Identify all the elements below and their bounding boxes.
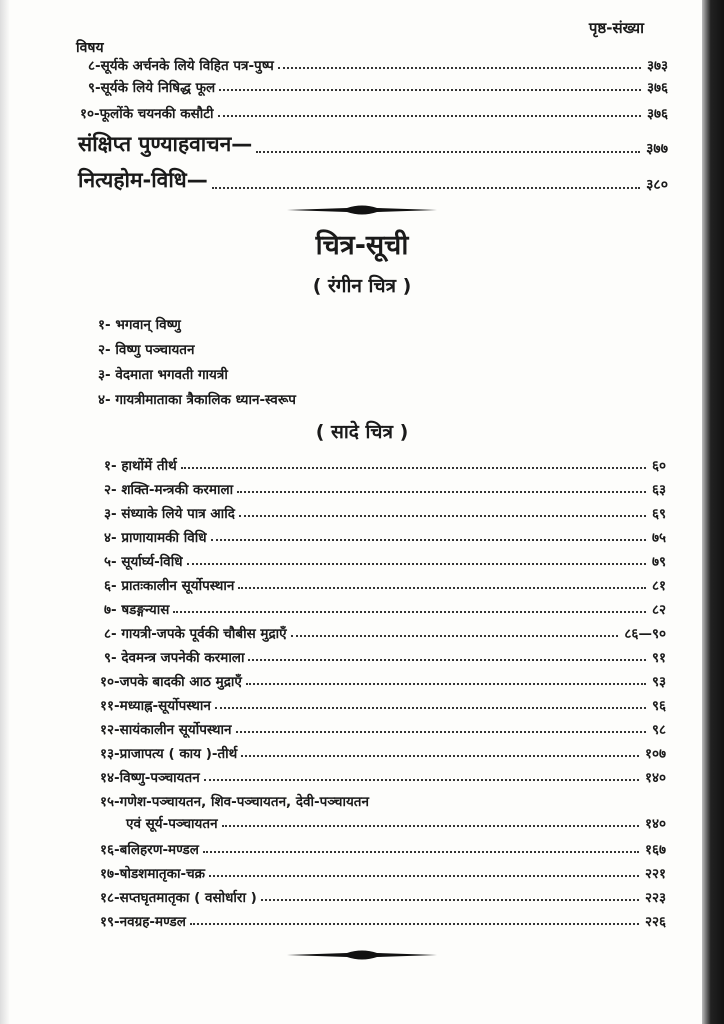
entry-page: ६३ bbox=[651, 482, 666, 498]
entry-page: २२१ bbox=[644, 866, 666, 882]
entry-label: ९-सूर्यके लिये निषिद्ध फूल bbox=[88, 80, 216, 96]
entry-label: ८- गायत्री-जपके पूर्वकी चौबीस मुद्राएँ bbox=[104, 626, 287, 642]
color-picture-item: १- भगवान् विष्णु bbox=[98, 317, 181, 333]
entry-label: एवं सूर्य-पञ्चायतन bbox=[126, 816, 218, 832]
dot-leader bbox=[209, 875, 639, 877]
plain-picture-item bbox=[104, 476, 666, 498]
color-picture-item: २- विष्णु पञ्चायतन bbox=[98, 342, 195, 358]
plain-picture-item bbox=[100, 764, 666, 786]
entry-label: १६-बलिहरण-मण्डल bbox=[100, 842, 199, 858]
entry-label: ७- षडङ्गन्यास bbox=[104, 602, 170, 618]
entry-label: १७-षोडशमातृका-चक्र bbox=[100, 866, 206, 882]
entry-page: ८२ bbox=[651, 602, 666, 618]
plain-picture-item bbox=[104, 644, 666, 666]
page-left-shadow bbox=[0, 0, 10, 1024]
dot-leader bbox=[256, 151, 640, 153]
entry-page: ३८० bbox=[646, 177, 668, 193]
entry-page: ७९ bbox=[651, 554, 666, 570]
plain-picture-item bbox=[100, 716, 666, 738]
entry-label: ४- प्राणायामकी विधि bbox=[104, 530, 207, 546]
entry-page: २२६ bbox=[644, 914, 666, 930]
plain-picture-item bbox=[100, 860, 666, 882]
entry-page: ७५ bbox=[651, 530, 666, 546]
entry-page: १०७ bbox=[644, 746, 666, 762]
toc-entry bbox=[80, 100, 668, 122]
dot-leader bbox=[238, 587, 646, 589]
plain-picture-item bbox=[104, 524, 666, 546]
entry-page: १६७ bbox=[644, 842, 666, 858]
dot-leader bbox=[187, 563, 646, 565]
dot-leader bbox=[215, 707, 646, 709]
dot-leader bbox=[204, 779, 639, 781]
entry-label: ११-मध्याह्न-सूर्योपस्थान bbox=[100, 698, 211, 714]
plain-picture-item bbox=[104, 596, 666, 618]
plain-picture-item bbox=[104, 548, 666, 570]
entry-label: नित्यहोम-विधि— bbox=[78, 168, 208, 192]
dot-leader bbox=[246, 683, 646, 685]
entry-page: ९६ bbox=[651, 698, 666, 714]
ornament-divider bbox=[287, 950, 437, 960]
entry-label: ८-सूर्यके अर्चनके लिये विहित पत्र-पुष्प bbox=[88, 58, 274, 74]
entry-label: १५-गणेश-पञ्चायतन, शिव-पञ्चायतन, देवी-पञ्चायतन bbox=[100, 794, 369, 810]
entry-page: ६० bbox=[651, 458, 666, 474]
dot-leader bbox=[261, 899, 639, 901]
dot-leader bbox=[239, 515, 646, 517]
entry-label: १८-सप्तघृतमातृका ( वसोर्धारा ) bbox=[100, 890, 257, 906]
entry-label: १०-जपके बादकी आठ मुद्राएँ bbox=[100, 674, 242, 690]
plain-picture-item bbox=[104, 452, 666, 474]
plain-picture-item bbox=[100, 908, 666, 930]
plain-picture-item bbox=[100, 884, 666, 906]
entry-label: १३-प्राजापत्य ( काय )-तीर्थ bbox=[100, 746, 238, 762]
entry-label: १२-सायंकालीन सूर्योपस्थान bbox=[100, 722, 232, 738]
list-title: चित्र-सूची bbox=[315, 230, 409, 261]
dot-leader bbox=[211, 539, 646, 541]
plain-picture-item bbox=[104, 500, 666, 522]
dot-leader bbox=[236, 731, 646, 733]
page-right-edge bbox=[702, 0, 724, 1024]
dot-leader bbox=[181, 467, 646, 469]
entry-page: ३७७ bbox=[646, 141, 668, 157]
entry-page: १४० bbox=[644, 770, 666, 786]
entry-label: १- हाथोंमें तीर्थ bbox=[104, 458, 177, 474]
dot-leader bbox=[248, 659, 645, 661]
page-number-header: पृष्ठ-संख्या bbox=[588, 19, 644, 37]
dot-leader bbox=[241, 755, 639, 757]
dot-leader bbox=[190, 923, 639, 925]
entry-label: १४-विष्णु-पञ्चायतन bbox=[100, 770, 200, 786]
dot-leader bbox=[237, 491, 646, 493]
plain-picture-item bbox=[100, 692, 666, 714]
plain-section-title: ( सादे चित्र ) bbox=[315, 421, 409, 443]
entry-page: ६९ bbox=[651, 506, 666, 522]
plain-picture-item bbox=[100, 788, 666, 810]
ornament-divider bbox=[287, 205, 437, 215]
entry-page: ३७६ bbox=[646, 80, 668, 96]
entry-page: ९३ bbox=[651, 674, 666, 690]
entry-page: ३७३ bbox=[646, 58, 668, 74]
dot-leader bbox=[218, 115, 641, 117]
entry-page: ८१ bbox=[651, 578, 666, 594]
color-picture-item: ३- वेदमाता भगवती गायत्री bbox=[98, 367, 228, 383]
dot-leader bbox=[291, 635, 619, 637]
entry-page: ३७६ bbox=[646, 106, 668, 122]
plain-picture-item bbox=[100, 836, 666, 858]
plain-picture-item bbox=[100, 740, 666, 762]
entry-label: ६- प्रातःकालीन सूर्योपस्थान bbox=[104, 578, 235, 594]
dot-leader bbox=[222, 825, 639, 827]
subject-header: विषय bbox=[76, 40, 104, 56]
entry-label: ९- देवमन्त्र जपनेकी करमाला bbox=[104, 650, 245, 666]
entry-page: ९८ bbox=[651, 722, 666, 738]
entry-label: ३- संध्याके लिये पात्र आदि bbox=[104, 506, 235, 522]
dot-leader bbox=[203, 851, 639, 853]
entry-label: १९-नवग्रह-मण्डल bbox=[100, 914, 186, 930]
dot-leader bbox=[278, 67, 641, 69]
toc-major-entry bbox=[78, 164, 668, 194]
dot-leader bbox=[212, 187, 640, 189]
entry-page: २२३ bbox=[644, 890, 666, 906]
entry-label: २- शक्ति-मन्त्रकी करमाला bbox=[104, 482, 234, 498]
plain-picture-item bbox=[100, 668, 666, 690]
entry-page: ८६—९० bbox=[624, 626, 666, 642]
entry-page: ९१ bbox=[651, 650, 666, 666]
entry-label: ५- सूर्यार्घ्य-विधि bbox=[104, 554, 183, 570]
color-section-title: ( रंगीन चित्र ) bbox=[312, 275, 412, 297]
plain-picture-item bbox=[104, 620, 666, 642]
entry-page: १४० bbox=[644, 816, 666, 832]
toc-entry bbox=[88, 74, 668, 96]
plain-picture-item bbox=[126, 810, 666, 832]
dot-leader bbox=[173, 611, 646, 613]
dot-leader bbox=[219, 89, 641, 91]
entry-label: संक्षिप्त पुण्याहवाचन— bbox=[78, 132, 253, 156]
toc-entry bbox=[88, 52, 668, 74]
plain-picture-item bbox=[104, 572, 666, 594]
entry-label: १०-फूलोंके चयनकी कसौटी bbox=[80, 106, 214, 122]
toc-major-entry bbox=[78, 128, 668, 158]
color-picture-item: ४- गायत्रीमाताका त्रैकालिक ध्यान-स्वरूप bbox=[98, 392, 296, 408]
